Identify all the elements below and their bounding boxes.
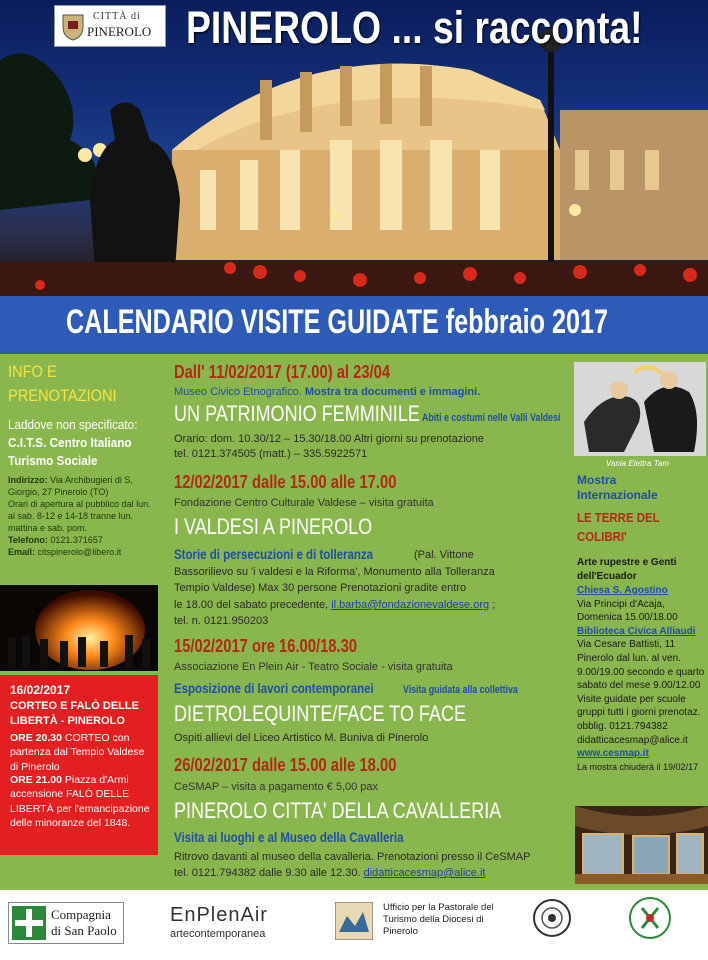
event4-line2-text: tel. 0121.794382 dalle 9.30 alle 12.30. bbox=[174, 867, 361, 879]
sponsors-footer bbox=[0, 890, 708, 960]
event1-title-extra: Abiti e costumi nelle Valli Valdesi bbox=[422, 412, 561, 424]
seal-logo-icon bbox=[532, 898, 572, 938]
event2-venue: Fondazione Centro Culturale Valdese – visita gratuita bbox=[174, 497, 434, 509]
event3-subtitle-extra: Visita guidata alla collettiva bbox=[403, 684, 518, 696]
event1-hours: Orario: dom. 10.30/12 – 15.30/18.00 Altri giorni su prenotazione bbox=[174, 433, 485, 445]
place2-text: Via Cesare Battisti, 11 Pinerolo dal lun. al ven. 9.00/19.00 secondo e quarto sabato del mese 9.00/12.00 Visite guidate per scuole gruppi tutti i giorni prenotaz. obblig. 0121.794382 didatticacesmap@alice.it bbox=[577, 639, 705, 746]
event3-venue: Associazione En Plein Air - Teatro Sociale - visita gratuita bbox=[174, 661, 453, 673]
museum-illustration bbox=[575, 806, 708, 884]
compagnia-logo-icon bbox=[12, 906, 46, 940]
event2-line4 bbox=[174, 598, 495, 614]
corteo-desc1: CORTEO con partenza dal Tempio Valdese di Pinerolo bbox=[10, 732, 145, 773]
corteo-text1 bbox=[10, 731, 153, 774]
address: Via Archibugieri di S, Giorgio, 27 Pinerolo (TO) bbox=[8, 475, 133, 497]
sponsor2-line1: EnPlenAir bbox=[170, 904, 268, 926]
place1-text: Via Principi d'Acaja, Domenica 15.00/18.00 bbox=[577, 598, 678, 624]
email[interactable]: citspinerolo@libero.it bbox=[37, 547, 122, 557]
sponsor-compagnia bbox=[8, 902, 124, 944]
event-corteo-box bbox=[0, 675, 158, 855]
event1-date: Dall' 11/02/2017 (17.00) al 23/04 bbox=[174, 362, 391, 382]
info-intro-text: Laddove non specificato: bbox=[8, 417, 138, 432]
place1-link[interactable]: Chiesa S. Agostino bbox=[577, 585, 668, 596]
email-label: Email: bbox=[8, 547, 36, 557]
cits-name: C.I.T.S. Centro Italiano Turismo Sociale bbox=[8, 435, 132, 468]
corteo-desc2: Piazza d'Armi accensione FALÒ DELLE LIBERTÀ per l'emancipazione delle minoranze del 1848. bbox=[10, 774, 150, 829]
info-title: INFO E PRENOTAZIONI bbox=[8, 362, 117, 405]
event3-title: DIETROLEQUINTE/FACE TO FACE bbox=[174, 701, 467, 726]
info-intro bbox=[8, 416, 143, 470]
event1-venue bbox=[174, 386, 480, 398]
coat-of-arms-icon bbox=[61, 11, 85, 41]
mostra-subtitle: Arte rupestre e Genti dell'Ecuador bbox=[577, 557, 677, 582]
event2-email-link[interactable]: il.barba@fondazionevaldese.org bbox=[331, 599, 490, 611]
event2-date: 12/02/2017 dalle 15.00 alle 17.00 bbox=[174, 472, 397, 492]
mostra-title: LE TERRE DEL COLIBRI' bbox=[577, 510, 660, 544]
event2-line2: Bassorilievo su 'i valdesi e la Riforma', Monumento alla Tolleranza bbox=[174, 566, 495, 578]
logo-line1: CITTÀ di bbox=[93, 11, 141, 22]
event1-venue-extra: Mostra tra documenti e immagini. bbox=[304, 386, 481, 398]
corteo-time2: ORE 21.00 bbox=[10, 774, 62, 786]
event4-title: PINEROLO CITTA' DELLA CAVALLERIA bbox=[174, 798, 502, 823]
corteo-time1: ORE 20.30 bbox=[10, 732, 62, 744]
diocesi-logo-icon bbox=[335, 902, 373, 940]
address-label: Indirizzo: bbox=[8, 475, 48, 485]
cesmap-logo-icon bbox=[628, 896, 672, 940]
event2-subtitle: Storie di persecuzioni e di tolleranza bbox=[174, 546, 374, 562]
sponsor1-line1: Compagnia bbox=[51, 907, 111, 922]
website-link[interactable]: www.cesmap.it bbox=[577, 748, 649, 760]
banner-title: CALENDARIO VISITE GUIDATE febbraio 2017 bbox=[66, 303, 608, 341]
artwork-caption: Vania Elettra Tam bbox=[606, 459, 669, 468]
phone: 0121.371657 bbox=[50, 535, 103, 545]
artwork-illustration bbox=[574, 362, 706, 456]
event4-line1: Ritrovo davanti al museo della cavalleria. Prenotazioni presso il CeSMAP bbox=[174, 851, 531, 863]
phone-label: Telefono: bbox=[8, 535, 48, 545]
corteo-date: 16/02/2017 bbox=[10, 683, 71, 697]
event2-line1: (Pal. Vittone bbox=[414, 549, 474, 561]
city-logo bbox=[54, 5, 166, 47]
event4-line2 bbox=[174, 866, 485, 882]
event1-phone: tel. 0121.374505 (matt.) – 335.5922571 bbox=[174, 448, 368, 460]
event4-email-link[interactable]: didatticacesmap@alice.it bbox=[363, 867, 486, 879]
sponsor1-line2: di San Paolo bbox=[51, 923, 117, 938]
artwork-photo bbox=[574, 362, 706, 456]
hours: Orari di apertura al pubblico dal lun. al sab. 8-12 e 14-18 tranne lun. mattina e sab. pom. bbox=[8, 499, 151, 533]
corteo-title: CORTEO E FALÒ DELLE LIBERTÀ - PINEROLO bbox=[10, 700, 139, 727]
event3-line1: Ospiti allievi del Liceo Artistico M. Buniva di Pinerolo bbox=[174, 732, 429, 744]
event2-line3: Tempio Valdese) Max 30 persone Prenotazioni gradite entro bbox=[174, 582, 467, 594]
info-details bbox=[8, 474, 158, 558]
event4-date: 26/02/2017 dalle 15.00 alle 18.00 bbox=[174, 755, 397, 775]
sponsor2-line2: artecontemporanea bbox=[170, 928, 266, 940]
event2-line4-text: le 18.00 del sabato precedente, bbox=[174, 599, 329, 611]
event1-venue-name: Museo Civico Etnografico. bbox=[174, 386, 302, 398]
event4-subtitle: Visita ai luoghi e al Museo della Cavalleria bbox=[174, 829, 404, 845]
bonfire-photo bbox=[0, 585, 158, 671]
event2-phone: tel. n. 0121.950203 bbox=[174, 615, 269, 627]
closing-note: La mostra chiuderà il 19/02/17 bbox=[577, 761, 699, 772]
event3-date: 15/02/2017 ore 16.00/18.30 bbox=[174, 636, 358, 656]
corteo-text2 bbox=[10, 773, 153, 830]
mostra-label: Mostra Internazionale bbox=[577, 473, 658, 502]
mostra-details bbox=[577, 584, 707, 774]
event4-venue: CeSMAP – visita a pagamento € 5,00 pax bbox=[174, 781, 379, 793]
event2-line4-end: ; bbox=[492, 599, 496, 611]
place2-link[interactable]: Biblioteca Civica Alliaudi bbox=[577, 625, 696, 637]
museum-photo bbox=[575, 806, 708, 884]
page-title: PINEROLO ... si racconta! bbox=[186, 2, 643, 53]
sponsor3-text: Ufficio per la Pastorale del Turismo della Diocesi di Pinerolo bbox=[383, 902, 494, 937]
logo-line2: PINEROLO bbox=[87, 24, 152, 39]
event1-title: UN PATRIMONIO FEMMINILE bbox=[174, 401, 420, 426]
event2-title: I VALDESI A PINEROLO bbox=[174, 514, 373, 539]
bonfire-illustration bbox=[0, 585, 158, 671]
event3-subtitle: Esposizione di lavori contemporanei bbox=[174, 680, 374, 696]
